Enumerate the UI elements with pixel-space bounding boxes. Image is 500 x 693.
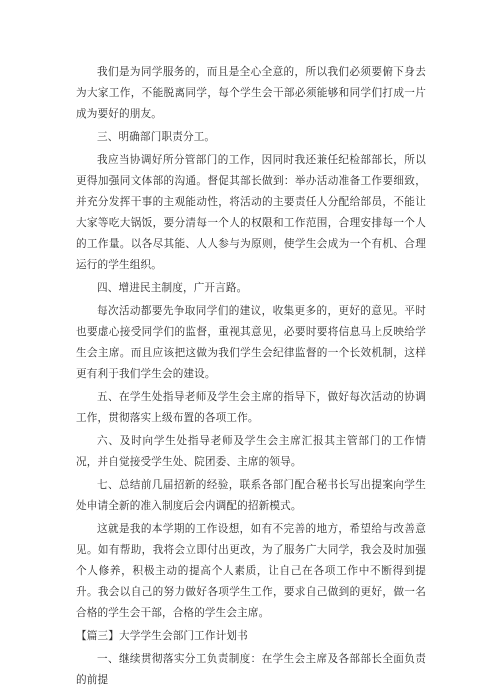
paragraph-conclusion: 这就是我的本学期的工作设想，如有不完善的地方，希望给与改善意见。如有帮助，我将会立即付出更改，为了服务广大同学，我会及时加强个人修养，积极主动的提高个人素质，让自己在各项工作中不断得到提升。我会以自己的努力做好各项学生工作，要求自己做到的更好，做一名合格的学生会干部，合格的学生会主席。 [76, 523, 426, 619]
section-item-7: 七、总结前几届招新的经验，联系各部门配合秘书长写出提案向学生处申请全新的准入制度后会内调配的招新模式。 [76, 479, 426, 512]
section-heading-4: 四、增进民主制度，广开言路。 [97, 282, 248, 294]
section-heading-3: 三、明确部门职责分工。 [97, 131, 216, 143]
paragraph-intro: 我们是为同学服务的，而且是全心全意的，所以我们必须要俯下身去为大家工作，不能脱离同学，每个学生会干部必须能够和同学们打成一片成为要好的朋友。 [76, 66, 426, 120]
paragraph-suggestions: 每次活动都要先争取同学们的建议，收集更多的，更好的意见。平时也要虚心接受同学们的监督，重视其意见，必要时要将信息马上反映给学生会主席。而且应该把这做为我们学生会纪律监督的一个长效机制，这样更有利于我们学生会的建设。 [76, 305, 426, 380]
paragraph-coordination: 我应当协调好所分管部门的工作，因同时我还兼任纪检部部长，所以更得加强同文体部的沟通。督促其部长做到：举办活动准备工作要细致，并充分发挥干事的主观能动性，将活动的主要责任人分配给部员，不能让大家等吃大锅饭，要分清每一个人的权限和工作范围，合理安排每一个人的工作量。以各尽其能、人人参与为原则，使学生会成为一个有机、合理运行的学生组织。 [76, 154, 426, 271]
document-body [76, 62, 426, 693]
section-item-5: 五、在学生处指导老师及学生会主席的指导下，做好每次活动的协调工作，贯彻落实上级布置的各项工作。 [76, 391, 426, 424]
section-item-6: 六、及时向学生处指导老师及学生会主席汇报其主管部门的工作情况，并自觉接受学生处、院团委、主席的领导。 [76, 435, 426, 468]
chapter-title: 【篇三】大学学生会部门工作计划书 [76, 630, 248, 642]
paragraph-plan-item-1: 一、继续贯彻落实分工负责制度：在学生会主席及各部部长全面负责的前提 [76, 653, 426, 686]
